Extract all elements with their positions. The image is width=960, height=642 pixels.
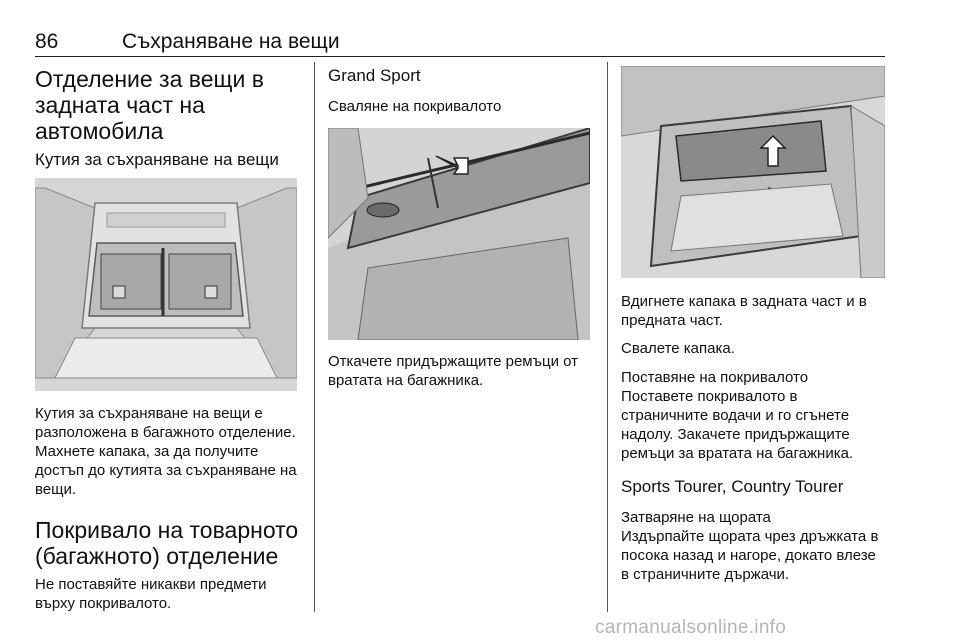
column-divider-right: [607, 62, 608, 612]
subheading-remove-cover: Сваляне на покривалото: [328, 98, 502, 115]
running-header-title: Съхраняване на вещи: [122, 30, 340, 53]
subheading-storage-box: Кутия за съхраняване на вещи: [35, 150, 279, 169]
page-number: 86: [35, 30, 59, 53]
right-column: [621, 292, 887, 584]
lift-cover-illustration: [621, 66, 885, 278]
middle-column-lower: [328, 352, 598, 390]
install-cover-paragraph: Поставете покривалото в страничните водачи и го сгънете надолу. Закачете придържащите ремъци за вратата на багажника.: [621, 388, 854, 462]
storage-box-illustration: [35, 178, 297, 391]
cover-warning-paragraph: Не поставяйте никакви предмети върху покривалото.: [35, 576, 267, 612]
storage-box-paragraph: Кутия за съхраняване на вещи е разположена в багажното отделение. Махнете капака, за да получите достъп до кутията за съхраняване на вещи.: [35, 405, 297, 498]
close-blind-paragraph: Издърпайте щората чрез дръжката в посока назад и нагоре, докато влезе в страничните държачи.: [621, 528, 879, 583]
remove-cover-paragraph: Откачете придържащите ремъци от вратата на багажника.: [328, 353, 578, 389]
remove-cover-illustration: [328, 128, 590, 340]
section-heading-storage: Отделение за вещи в задната част на автомобила: [35, 66, 264, 144]
heading-grand-sport: Grand Sport: [328, 66, 421, 85]
lift-cover-paragraph: Вдигнете капака в задната част и в предната част.: [621, 293, 867, 329]
subheading-install-cover: Поставяне на покривалото: [621, 369, 809, 386]
figure-lift-cover: [621, 66, 885, 278]
heading-sports-tourer: Sports Tourer, Country Tourer: [621, 477, 844, 496]
section-heading-cover: Покривало на товарното (багажното) отделение: [35, 517, 299, 569]
left-column: [35, 66, 303, 170]
subheading-close-blind: Затваряне на щората: [621, 509, 771, 526]
figure-remove-cover: [328, 128, 590, 340]
middle-column: [328, 66, 598, 116]
header-rule: [35, 56, 885, 57]
figure-storage-box: [35, 178, 297, 391]
remove-cover-step: Свалете капака.: [621, 340, 735, 357]
column-divider-left: [314, 62, 315, 612]
left-column-lower: [35, 404, 303, 613]
watermark: carmanualsonline.info: [595, 617, 787, 638]
